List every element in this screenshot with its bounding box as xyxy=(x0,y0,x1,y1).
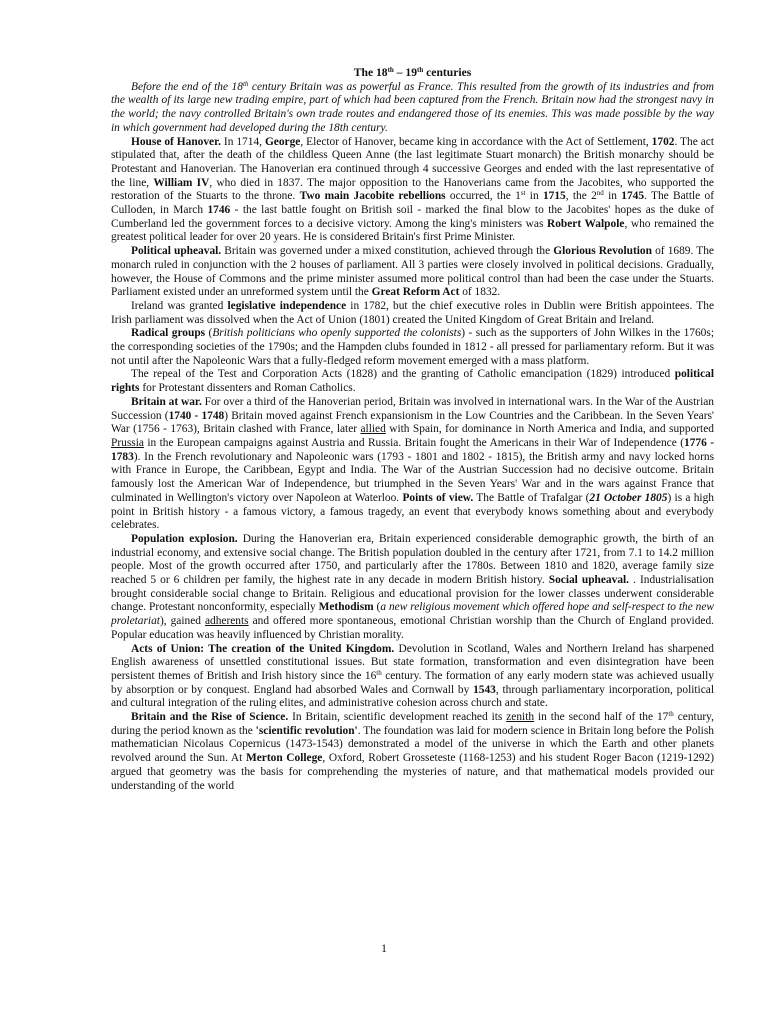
text: century, during the period known as the xyxy=(111,711,714,737)
section-heading: House of Hanover. xyxy=(131,135,221,148)
title-superscript: th xyxy=(387,66,394,74)
page-number: 1 xyxy=(381,941,387,955)
emphasis: 1715 xyxy=(542,190,566,203)
intro-paragraph xyxy=(111,81,714,136)
emphasis: Two main Jacobite rebellions xyxy=(299,190,446,203)
text: - the last battle fought on British soil - marked the final blow to the Jacobites' hopes as the duke of Cumberland led the government forces to a decisive victory. Among the king's ministers was xyxy=(111,204,714,230)
text: occurred, the 1 xyxy=(445,190,521,203)
emphasis: legislative independence xyxy=(227,299,347,312)
emphasis: political rights xyxy=(111,368,714,395)
text: of 1832. xyxy=(459,286,501,299)
emphasis: Robert Walpole xyxy=(547,217,625,230)
superscript: th xyxy=(242,79,249,88)
text: . Industrialisation brought considerable social change to Britain. Religious and educational provision for the lower classes underwent considerable change. Protestant nonconformity, especially xyxy=(111,574,714,614)
text: In 1714, xyxy=(220,135,265,148)
text: of 1689. The monarch ruled in conjunction with the 2 houses of parliament. All 3 parties were closely involved in political decisions. Gradually, however, the House of Commons and the prime minister assumed more political control than had been the case under the Stuarts. Parliament existed under an unreformed system until the xyxy=(111,245,714,299)
superscript: th xyxy=(668,710,674,719)
section-heading: Social upheaval. xyxy=(548,574,630,587)
text: , the 2 xyxy=(565,190,597,203)
emphasis: 1746 xyxy=(207,204,231,217)
superscript: th xyxy=(376,668,382,677)
emphasis: 21 October 1805 xyxy=(589,491,668,504)
underlined-link[interactable]: Prussia xyxy=(111,436,144,449)
italic-text: British politicians who openly supported the colonists xyxy=(212,327,462,340)
paragraph-house-of-hanover xyxy=(111,136,714,246)
paragraph-acts-of-union xyxy=(111,643,714,712)
text: , Oxford, Robert Grosseteste (1168-1253) and his student Roger Bacon (1219-1292) argued that geometry was the basis for comprehending the mysteries of nature, and that mathematical models provided our understanding of the world xyxy=(111,752,714,792)
emphasis: Merton College xyxy=(245,752,323,765)
text: For over a third of the Hanoverian period, Britain was involved in international wars. In the War of the Austrian Succession ( xyxy=(111,395,714,422)
section-heading: Points of view. xyxy=(402,491,474,504)
title-text: centuries xyxy=(423,66,472,79)
document-body xyxy=(111,66,714,793)
text: for Protestant dissenters and Roman Catholics. xyxy=(139,382,356,395)
page-title xyxy=(111,66,714,80)
underlined-link[interactable]: adherents xyxy=(204,615,249,628)
emphasis: 1702 xyxy=(651,135,675,148)
paragraph-population-explosion xyxy=(111,533,714,643)
text: ) is a high point in British history - a famous victory, a famous tragedy, an event that everybody knows something about and everybody celebrates. xyxy=(111,491,714,532)
text: Ireland was granted xyxy=(131,299,228,312)
section-heading: Britain and the Rise of Science. xyxy=(131,711,289,724)
paragraph-britain-at-war xyxy=(111,396,714,533)
text: , through parliamentary incorporation, political and cultural integration of the ruling elites, and administrative cohesion across church and state. xyxy=(111,683,714,710)
superscript: nd xyxy=(596,189,604,198)
text: ), gained xyxy=(159,615,205,628)
text: ) - such as the supporters of John Wilkes in the 1760s; the corresponding societies of the 1790s; and the Hampden clubs founded in 1812 - all pressed for parliamentary reform. But it was not until after the Napoleonic Wars that a fully-fledged reform movement emerged with a mass platform. xyxy=(111,327,714,367)
emphasis: 1543 xyxy=(473,683,496,696)
text: . The Battle of Culloden, in March xyxy=(111,190,714,217)
emphasis: 1776 - 1783 xyxy=(111,436,714,463)
underlined-link[interactable]: zenith xyxy=(506,711,535,724)
text: Britain was governed under a mixed constitution, achieved through the xyxy=(221,245,554,258)
section-heading: Political upheaval. xyxy=(131,245,222,258)
text: , who died in 1837. The major opposition to the Hanoverians came from the Jacobites, who supported the restoration of the Stuarts to the throne. xyxy=(111,176,714,203)
section-heading: Radical groups xyxy=(131,327,206,340)
text: with Spain, for dominance in North America and India, and supported xyxy=(385,423,714,436)
title-text: The 18 xyxy=(353,66,388,79)
emphasis: Glorious Revolution xyxy=(553,245,652,258)
text: Devolution in Scotland, Wales and Northern Ireland has sharpened English awareness of unsettled constitutional issues. But state formation, transformation and even disintegration have been persistent themes of British and Irish history since the 16 xyxy=(111,642,715,682)
text: . The act stipulated that, after the death of the childless Queen Anne (the last legitimate Stuart monarch) the British monarchy should be Protestant and Hanoverian. The Hanoverian era continued through 4 successive Georges and ended with the last representative of the line, xyxy=(111,135,714,189)
emphasis: 'scientific revolution' xyxy=(255,724,358,737)
text: in xyxy=(525,190,543,203)
emphasis: Methodism xyxy=(318,601,374,614)
emphasis: 1740 - 1748 xyxy=(168,409,225,422)
paragraph-rise-of-science xyxy=(111,711,714,793)
text: In Britain, scientific development reached its xyxy=(288,711,507,724)
text: ( xyxy=(205,327,213,340)
text: ( xyxy=(373,601,381,614)
emphasis: Great Reform Act xyxy=(371,286,460,299)
text: in the second half of the 17 xyxy=(534,711,669,724)
text: in 1782, but the chief executive roles in Dublin were British appointees. The Irish parliament was dissolved when the Act of Union (1801) created the United Kingdom of Great Britain and Ireland. xyxy=(111,299,714,326)
emphasis: George xyxy=(264,135,301,148)
text: ) Britain moved against French expansionism in the Low Countries and the Caribbean. In the Seven Years' War (1756 - 1763), Britain clashed with France, later xyxy=(111,409,714,436)
italic-text: a new religious movement which offered hope and self-respect to the new proletariat xyxy=(111,601,714,628)
text: in xyxy=(603,190,622,203)
underlined-link[interactable]: allied xyxy=(360,423,386,436)
paragraph-political-upheaval xyxy=(111,245,714,300)
title-superscript: th xyxy=(417,66,424,74)
emphasis: 1745 xyxy=(621,190,645,203)
text: , Elector of Hanover, became king in accordance with the Act of Settlement, xyxy=(300,135,652,148)
text: and offered more spontaneous, emotional Christian worship than the Church of England provided. Popular education was heavily influenced by Christian morality. xyxy=(111,615,714,641)
text: . The foundation was laid for modern science in Britain long before the Polish mathematician Nicolaus Copernicus (1473-1543) demonstrated a model of the universe in which the Earth and other planets revolved around the Sun. At xyxy=(111,724,714,765)
text: During the Hanoverian era, Britain experienced considerable demographic growth, the birth of an industrial economy, and extensive social change. The British population doubled in the century after 1721, from 7.1 to 14.2 million people. Most of the growth occurred after 1750, and particularly after the 1780s. Between 1810 and 1820, average family size reached 5 or 6 children per family, the highest rate in any decade in modern British history. xyxy=(111,532,714,587)
text: century. The formation of any early modern state was achieved usually by absorption or by conquest. England had absorbed Wales and Cornwall by xyxy=(111,669,714,696)
section-heading: Population explosion. xyxy=(131,532,238,545)
text: ). In the French revolutionary and Napoleonic wars (1793 - 1801 and 1802 - 1815), the British army and navy locked horns with France in Europe, the Caribbean, Egypt and India. The War of the Austrian Succession had no decisive outcome. Britain famously lost the American War of Independence, but triumphed in the Seven Years' War and in the wars against France that culminated in Wellington's victory over Napoleon at Waterloo. xyxy=(111,450,714,504)
superscript: st xyxy=(520,189,526,198)
section-heading: Acts of Union: The creation of the United Kingdom. xyxy=(131,642,395,655)
text: The Battle of Trafalgar ( xyxy=(473,491,590,504)
text: in the European campaigns against Austria and Russia. Britain fought the Americans in their War of Independence ( xyxy=(143,436,685,449)
text: Before the end of the 18 xyxy=(131,80,243,93)
paragraph-radical-groups xyxy=(111,327,714,368)
paragraph-ireland xyxy=(111,300,714,327)
section-heading: Britain at war. xyxy=(131,395,202,408)
text: century Britain was as powerful as France. This resulted from the growth of its industries and from the wealth of its large new trading empire, part of which had been captured from the French. Britain now had the strongest navy in the world; the navy controlled Britain's own trade routes and endangered those of its enemies. This was made possible by the way in which government had developed during the 18th century. xyxy=(111,80,714,134)
paragraph-repeal xyxy=(111,368,714,395)
text: The repeal of the Test and Corporation Acts (1828) and the granting of Catholic emancipation (1829) introduced xyxy=(131,368,675,381)
text: , who remained the greatest political leader for over 20 years. He is considered Britain's first Prime Minister. xyxy=(111,217,714,244)
title-text: – 19 xyxy=(393,66,418,79)
emphasis: William IV xyxy=(153,176,210,189)
